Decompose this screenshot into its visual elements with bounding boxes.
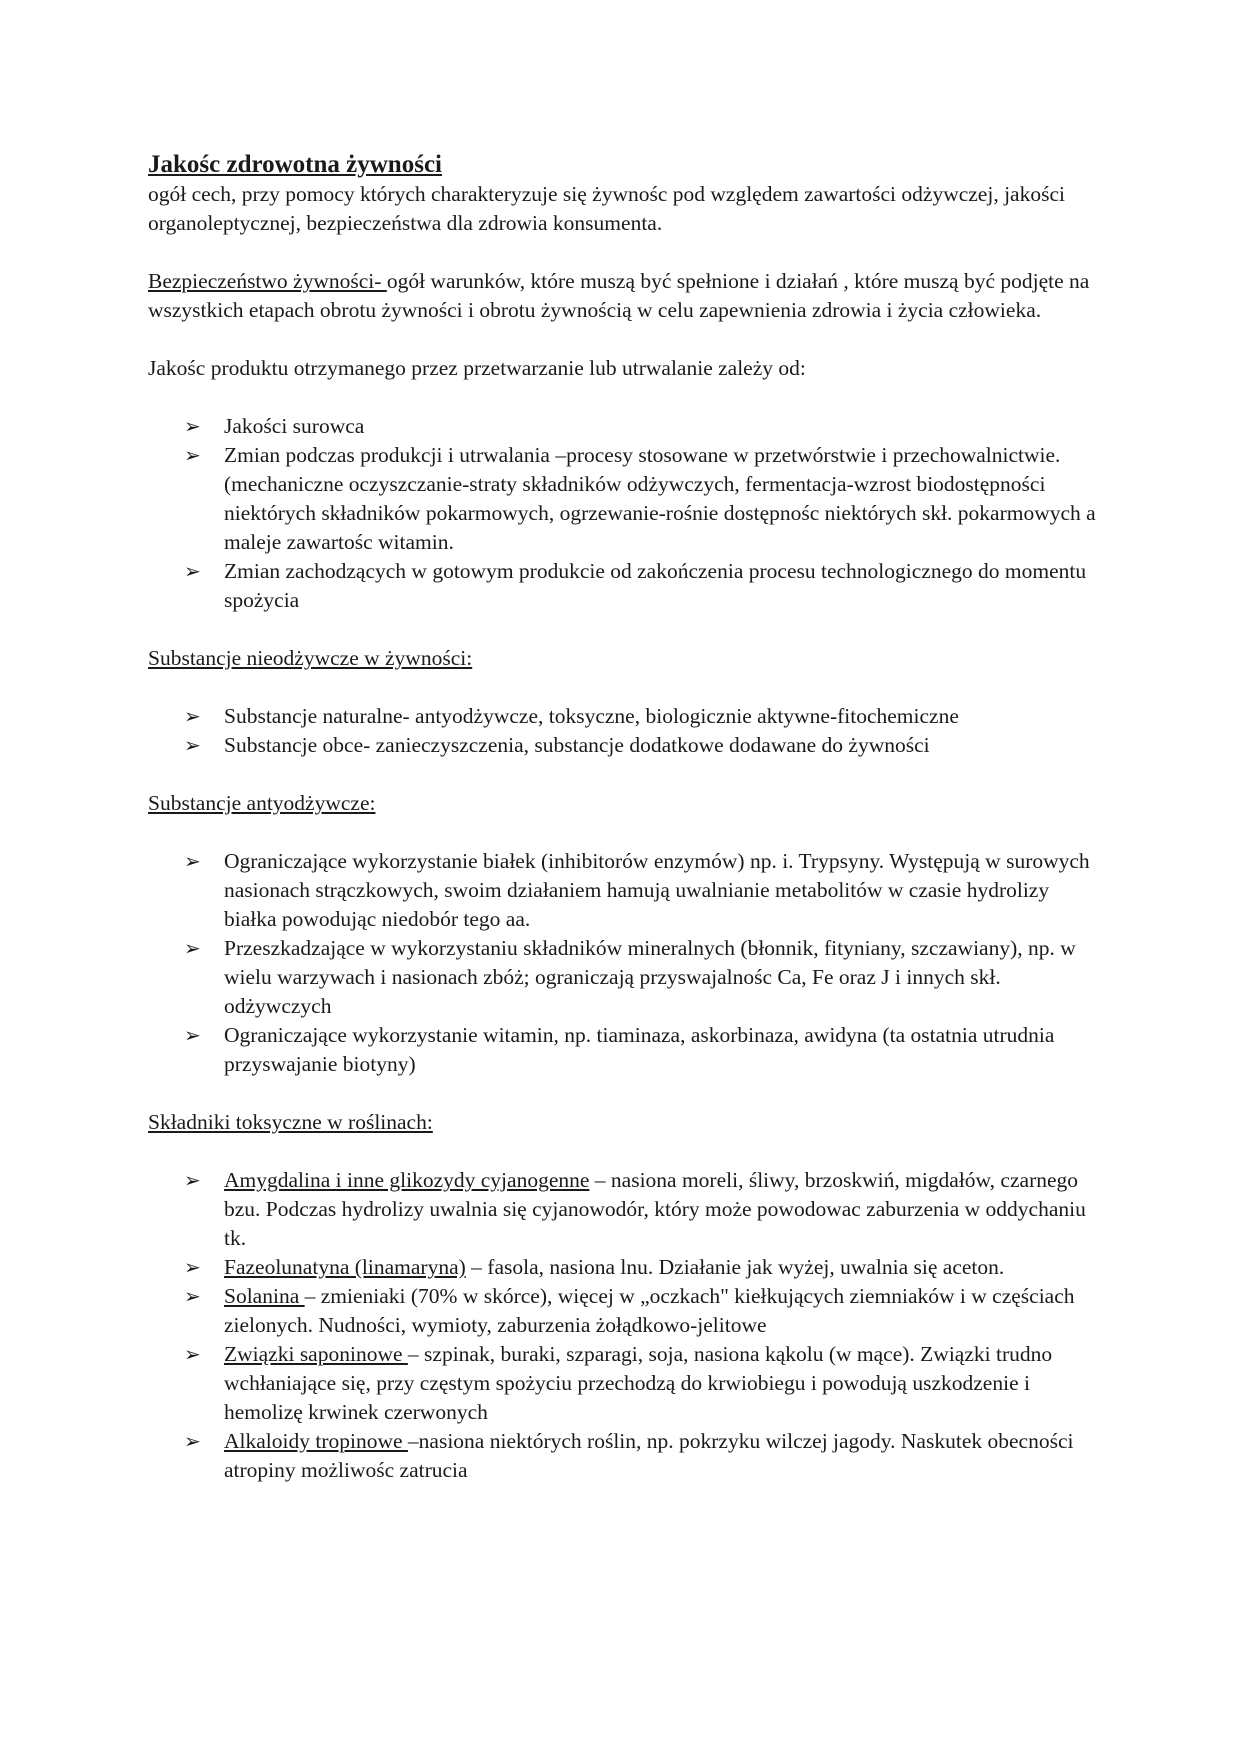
list-item: ➢ Fazeolunatyna (linamaryna) – fasola, nasiona lnu. Działanie jak wyżej, uwalnia się aceton. [224, 1253, 1098, 1282]
toxic-term: Amygdalina i inne glikozydy cyjanogenne [224, 1168, 590, 1192]
arrowhead-bullet-icon: ➢ [184, 1284, 201, 1308]
arrowhead-bullet-icon: ➢ [184, 1023, 201, 1047]
antinutritive-list [148, 847, 1098, 1079]
list-item: ➢ Jakości surowca [224, 412, 1098, 441]
list-item: ➢ Substancje naturalne- antyodżywcze, toksyczne, biologicznie aktywne-fitochemiczne [224, 702, 1098, 731]
toxic-term: Fazeolunatyna (linamaryna) [224, 1255, 466, 1279]
arrowhead-bullet-icon: ➢ [184, 414, 201, 438]
document-title: Jakośc zdrowotna żywności [148, 151, 442, 178]
arrowhead-bullet-icon: ➢ [184, 1168, 201, 1192]
list-item: ➢ Zmian podczas produkcji i utrwalania –procesy stosowane w przetwórstwie i przechowalnictwie. (mechaniczne oczyszczanie-straty składników odżywczych, fermentacja-wzrost biodostępności niektórych składników pokarmowych, ogrzewanie-rośnie dostępnośc niektórych skł. pokarmowych a maleje zawartośc witamin. [184, 443, 1096, 554]
arrowhead-bullet-icon: ➢ [184, 936, 201, 960]
list-item: ➢ Solanina – zmieniaki (70% w skórce), więcej w „oczkach" kiełkujących ziemniaków i w częściach zielonych. Nudności, wymioty, zaburzenia żołądkowo-jelitowe [184, 1284, 1075, 1337]
list-item: ➢ Ograniczające wykorzystanie białek (inhibitorów enzymów) np. i. Trypsyny. Występują w surowych nasionach strączkowych, swoim działaniem hamują uwalnianie metabolitów w czasie hydrolizy białka powodując niedobór tego aa. [184, 849, 1090, 931]
arrowhead-bullet-icon: ➢ [184, 704, 201, 728]
arrowhead-bullet-icon: ➢ [184, 1429, 201, 1453]
list-item: ➢ Amygdalina i inne glikozydy cyjanogenne – nasiona moreli, śliwy, brzoskwiń, migdałów, czarnego bzu. Podczas hydrolizy uwalnia się cyjanowodór, który może powodowac zaburzenia w oddychaniu tk. [184, 1168, 1086, 1250]
arrowhead-bullet-icon: ➢ [184, 443, 201, 467]
nonnutritive-heading: Substancje nieodżywcze w żywności: [148, 646, 473, 670]
toxic-list [148, 1166, 1098, 1485]
list-item: ➢ Substancje obce- zanieczyszczenia, substancje dodatkowe dodawane do żywności [224, 731, 1098, 760]
list-item: ➢ Zmian zachodzących w gotowym produkcie od zakończenia procesu technologicznego do momentu spożycia [184, 559, 1087, 612]
arrowhead-bullet-icon: ➢ [184, 1255, 201, 1279]
list-item: ➢ Ograniczające wykorzystanie witamin, np. tiaminaza, askorbinaza, awidyna (ta ostatnia utrudnia przyswajanie biotyny) [184, 1023, 1055, 1076]
arrowhead-bullet-icon: ➢ [184, 733, 201, 757]
safety-term: Bezpieczeństwo żywności- [148, 269, 387, 293]
toxic-term: Związki saponinowe [224, 1342, 408, 1366]
toxic-term: Alkaloidy tropinowe [224, 1429, 408, 1453]
document-page [148, 150, 1098, 1485]
toxic-term: Solanina [224, 1284, 305, 1308]
list-item: ➢ Alkaloidy tropinowe –nasiona niektórych roślin, np. pokrzyku wilczej jagody. Naskutek obecności atropiny możliwośc zatrucia [184, 1429, 1074, 1482]
safety-paragraph [148, 267, 1098, 325]
list-item: ➢ Przeszkadzające w wykorzystaniu składników mineralnych (błonnik, fityniany, szczawiany), np. w wielu warzywach i nasionach zbóż; ograniczają przyswajalnośc Ca, Fe oraz J i innych skł. odżywczych [184, 936, 1076, 1018]
quality-factors-list [148, 412, 1098, 615]
quality-intro: Jakośc produktu otrzymanego przez przetwarzanie lub utrwalanie zależy od: [148, 356, 806, 380]
arrowhead-bullet-icon: ➢ [184, 559, 201, 583]
arrowhead-bullet-icon: ➢ [184, 1342, 201, 1366]
antinutritive-heading: Substancje antyodżywcze: [148, 791, 376, 815]
nonnutritive-list [148, 702, 1098, 760]
toxic-heading: Składniki toksyczne w roślinach: [148, 1110, 433, 1134]
arrowhead-bullet-icon: ➢ [184, 849, 201, 873]
intro-paragraph: ogół cech, przy pomocy których charakteryzuje się żywnośc pod względem zawartości odżywczej, jakości organoleptycznej, bezpieczeństwa dla zdrowia konsumenta. [148, 182, 1065, 235]
list-item: ➢ Związki saponinowe – szpinak, buraki, szparagi, soja, nasiona kąkolu (w mące). Związki trudno wchłaniające się, przy częstym spożyciu przechodzą do krwiobiegu i powodują uszkodzenie i hemolizę krwinek czerwonych [184, 1342, 1053, 1424]
safety-definition: ogół warunków, które muszą być spełnione i działań , które muszą być podjęte na wszystkich etapach obrotu żywności i obrotu żywnością w celu zapewnienia zdrowia i życia człowieka. [148, 269, 1090, 322]
